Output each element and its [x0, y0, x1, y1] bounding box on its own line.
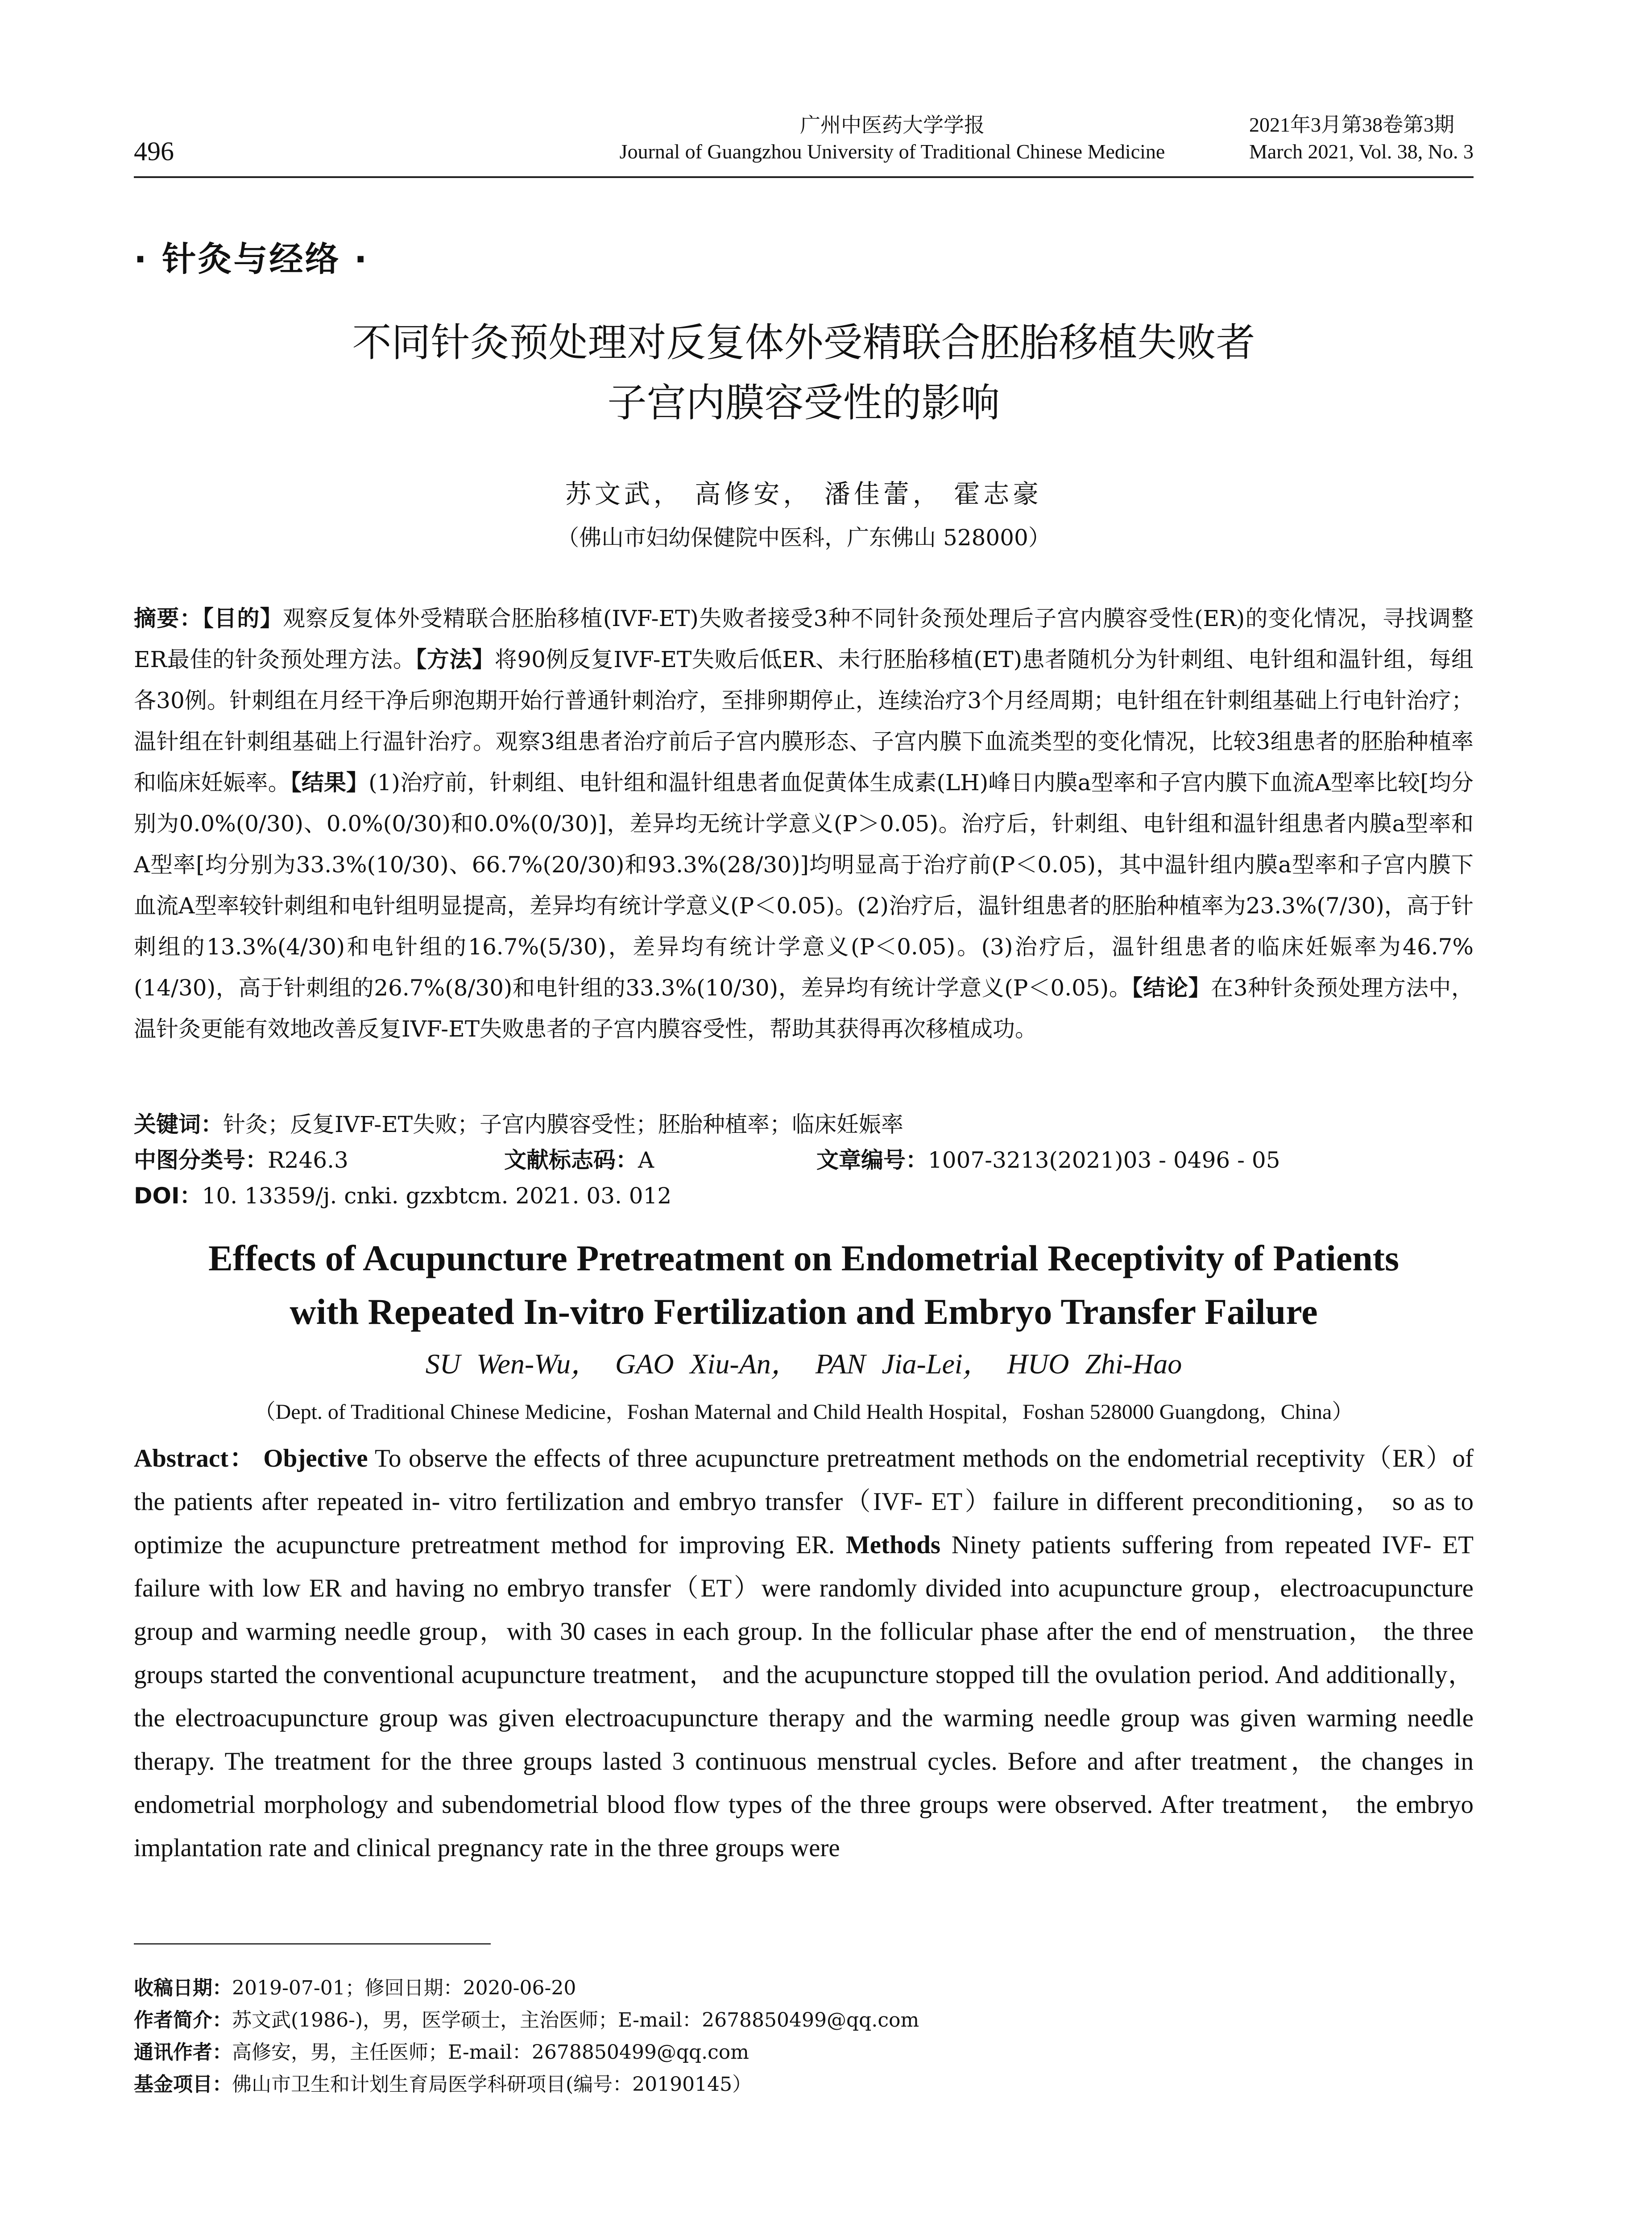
journal-name	[513, 112, 1271, 165]
conclusion-cn-text: 在3种针灸预处理方法中，温针灸更能有效地改善反复IVF-ET失败患者的子宫内膜容受性，帮助其获得再次移植成功。	[134, 975, 1474, 1042]
title-en-line1: Effects of Acupuncture Pretreatment on Endometrial Receptivity of Patients	[208, 1238, 1399, 1278]
affiliation-cn: （佛山市妇幼保健院中医科，广东佛山 528000）	[557, 525, 1051, 551]
running-header	[134, 112, 1474, 178]
article-number-value: 1007-3213(2021)03 - 0496 - 05	[928, 1147, 1280, 1173]
methods-en-label: Methods	[845, 1531, 941, 1559]
article-title-cn	[134, 312, 1474, 433]
footnote-divider	[134, 1943, 491, 1945]
funding-value: 佛山市卫生和计划生育局医学科研项目(编号：20190145）	[232, 2073, 752, 2096]
author-bio-value: 苏文武(1986-)，男，医学硕士，主治医师；E-mail：2678850499@qq.com	[232, 2009, 919, 2032]
clc-label: 中图分类号：	[134, 1147, 268, 1173]
clc-value: R246.3	[268, 1147, 348, 1173]
footnote-author	[134, 2004, 1474, 2036]
issue-info	[1249, 112, 1474, 165]
result-cn-label: 【结果】	[290, 770, 369, 796]
author-bio-label: 作者简介：	[134, 2009, 232, 2032]
doi-value: 10. 13359/j. cnki. gzxbtcm. 2021. 03. 012	[202, 1183, 672, 1209]
footnote-received	[134, 1972, 1474, 2004]
classification-row	[134, 1142, 1474, 1178]
methods-en-text: Ninety patients suffering from repeated IVF- ET failure with low ER and having no embryo transfer（ET）were randomly divided into acupuncture group，electroacupuncture group and warming needle group，with 30 cases in each group. In the follicular phase after the end of menstruation， the three groups started the conventional acupuncture treatment， and the acupuncture stopped till the ovulation period. And additionally， the electroacupuncture group was given electroacupuncture therapy and the warming needle group was given warming needle therapy. The treatment for the three groups lasted 3 continuous menstrual cycles. Before and after treatment，the changes in endometrial morphology and subendometrial blood flow types of the three groups were observed. After treatment， the embryo implantation rate and clinical pregnancy rate in the three groups were	[134, 1531, 1474, 1862]
doc-code-value: A	[638, 1147, 654, 1173]
funding-label: 基金项目：	[134, 2073, 232, 2096]
affiliation-en: （Dept. of Traditional Chinese Medicine，Foshan Maternal and Child Health Hospital，Foshan 528000 Guangdong，China）	[254, 1400, 1354, 1424]
article-title-en	[134, 1232, 1474, 1339]
journal-name-cn: 广州中医药大学学报	[800, 113, 985, 137]
conclusion-cn-label: 【结论】	[1131, 975, 1211, 1001]
result-cn-text: (1)治疗前，针刺组、电针组和温针组患者血促黄体生成素(LH)峰日内膜a型率和子宫内膜下血流A型率比较[均分别为0.0%(0/30)、0.0%(0/30)和0.0%(0/30)]，差异均无统计学意义(P＞0.05)。治疗后，针刺组、电针组和温针组患者内膜a型率和A型率[均分别为33.3%(10/30)、66.7%(20/30)和93.3%(28/30)]均明显高于治疗前(P＜0.05)，其中温针组内膜a型率和子宫内膜下血流A型率较针刺组和电针组明显提高，差异均有统计学意义(P＜0.05)。(2)治疗后，温针组患者的胚胎种植率为23.3%(7/30)，高于针刺组的13.3%(4/30)和电针组的16.7%(5/30)，差异均有统计学意义(P＜0.05)。(3)治疗后，温针组患者的临床妊娠率为46.7%(14/30)，高于针刺组的26.7%(8/30)和电针组的33.3%(10/30)，差异均有统计学意义(P＜0.05)。	[134, 770, 1474, 1001]
keywords-label: 关键词：	[134, 1111, 223, 1137]
issue-info-cn: 2021年3月第38卷第3期	[1249, 113, 1454, 136]
keywords-value: 针灸；反复IVF-ET失败；子宫内膜容受性；胚胎种植率；临床妊娠率	[223, 1111, 904, 1137]
corresponding-value: 高修安，男，主任医师；E-mail：2678850499@qq.com	[232, 2041, 749, 2064]
received-label: 收稿日期：	[134, 1977, 232, 1999]
title-en-line2: with Repeated In-vitro Fertilization and Embryo Transfer Failure	[290, 1291, 1318, 1332]
objective-cn-text: 观察反复体外受精联合胚胎移植(IVF-ET)失败者接受3种不同针灸预处理后子宫内膜容受性(ER)的变化情况，寻找调整ER最佳的针灸预处理方法。	[134, 605, 1474, 672]
article-number-field	[816, 1142, 1280, 1178]
article-number-label: 文章编号：	[816, 1147, 928, 1173]
objective-cn-label: 【目的】	[202, 605, 283, 631]
clc-field	[134, 1142, 348, 1178]
doc-code-field	[504, 1142, 654, 1178]
authors-en: SU Wen-Wu， GAO Xiu-An， PAN Jia-Lei， HUO Zhi-Hao	[425, 1348, 1182, 1380]
authors-cn: 苏文武， 高修安， 潘佳蕾， 霍志豪	[565, 479, 1043, 509]
abstract-en-label: Abstract：	[134, 1444, 256, 1472]
doi	[134, 1178, 1474, 1214]
footnote-corresponding	[134, 2036, 1474, 2069]
title-cn-line1: 不同针灸预处理对反复体外受精联合胚胎移植失败者	[352, 319, 1255, 365]
abstract-en	[134, 1437, 1474, 1870]
objective-en-label: Objective	[263, 1444, 368, 1472]
doi-label: DOI：	[134, 1183, 202, 1209]
footnotes	[134, 1972, 1474, 2101]
column-heading: · 针灸与经络 ·	[134, 239, 369, 279]
method-cn-text: 将90例反复IVF-ET失败后低ER、未行胚胎移植(ET)患者随机分为针刺组、电针组和温针组，每组各30例。针刺组在月经干净后卵泡期开始行普通针刺治疗，至排卵期停止，连续治疗3个月经周期；电针组在针刺组基础上行电针治疗；温针组在针刺组基础上行温针治疗。观察3组患者治疗前后子宫内膜形态、子宫内膜下血流类型的变化情况，比较3组患者的胚胎种植率和临床妊娠率。	[134, 647, 1474, 796]
journal-name-en: Journal of Guangzhou University of Traditional Chinese Medicine	[619, 140, 1165, 163]
footnote-funding	[134, 2069, 1474, 2101]
doc-code-label: 文献标志码：	[504, 1147, 638, 1173]
title-cn-line2: 子宫内膜容受性的影响	[607, 380, 1000, 426]
keywords	[134, 1107, 1474, 1142]
objective-en-text: To observe the effects of three acupuncture pretreatment methods on the endometrial receptivity（ER）of the patients after repeated in- vitro fertilization and embryo transfer（IVF- ET）failure in different preconditioning， so as to optimize the acupuncture pretreatment method for improving ER.	[134, 1444, 1474, 1559]
received-value: 2019-07-01；修回日期：2020-06-20	[232, 1977, 576, 1999]
corresponding-label: 通讯作者：	[134, 2041, 232, 2064]
abstract-cn-label: 摘要：	[134, 605, 203, 631]
issue-info-en: March 2021, Vol. 38, No. 3	[1249, 140, 1474, 163]
abstract-cn	[134, 598, 1474, 1049]
method-cn-label: 【方法】	[415, 647, 495, 672]
page-number: 496	[134, 137, 174, 166]
